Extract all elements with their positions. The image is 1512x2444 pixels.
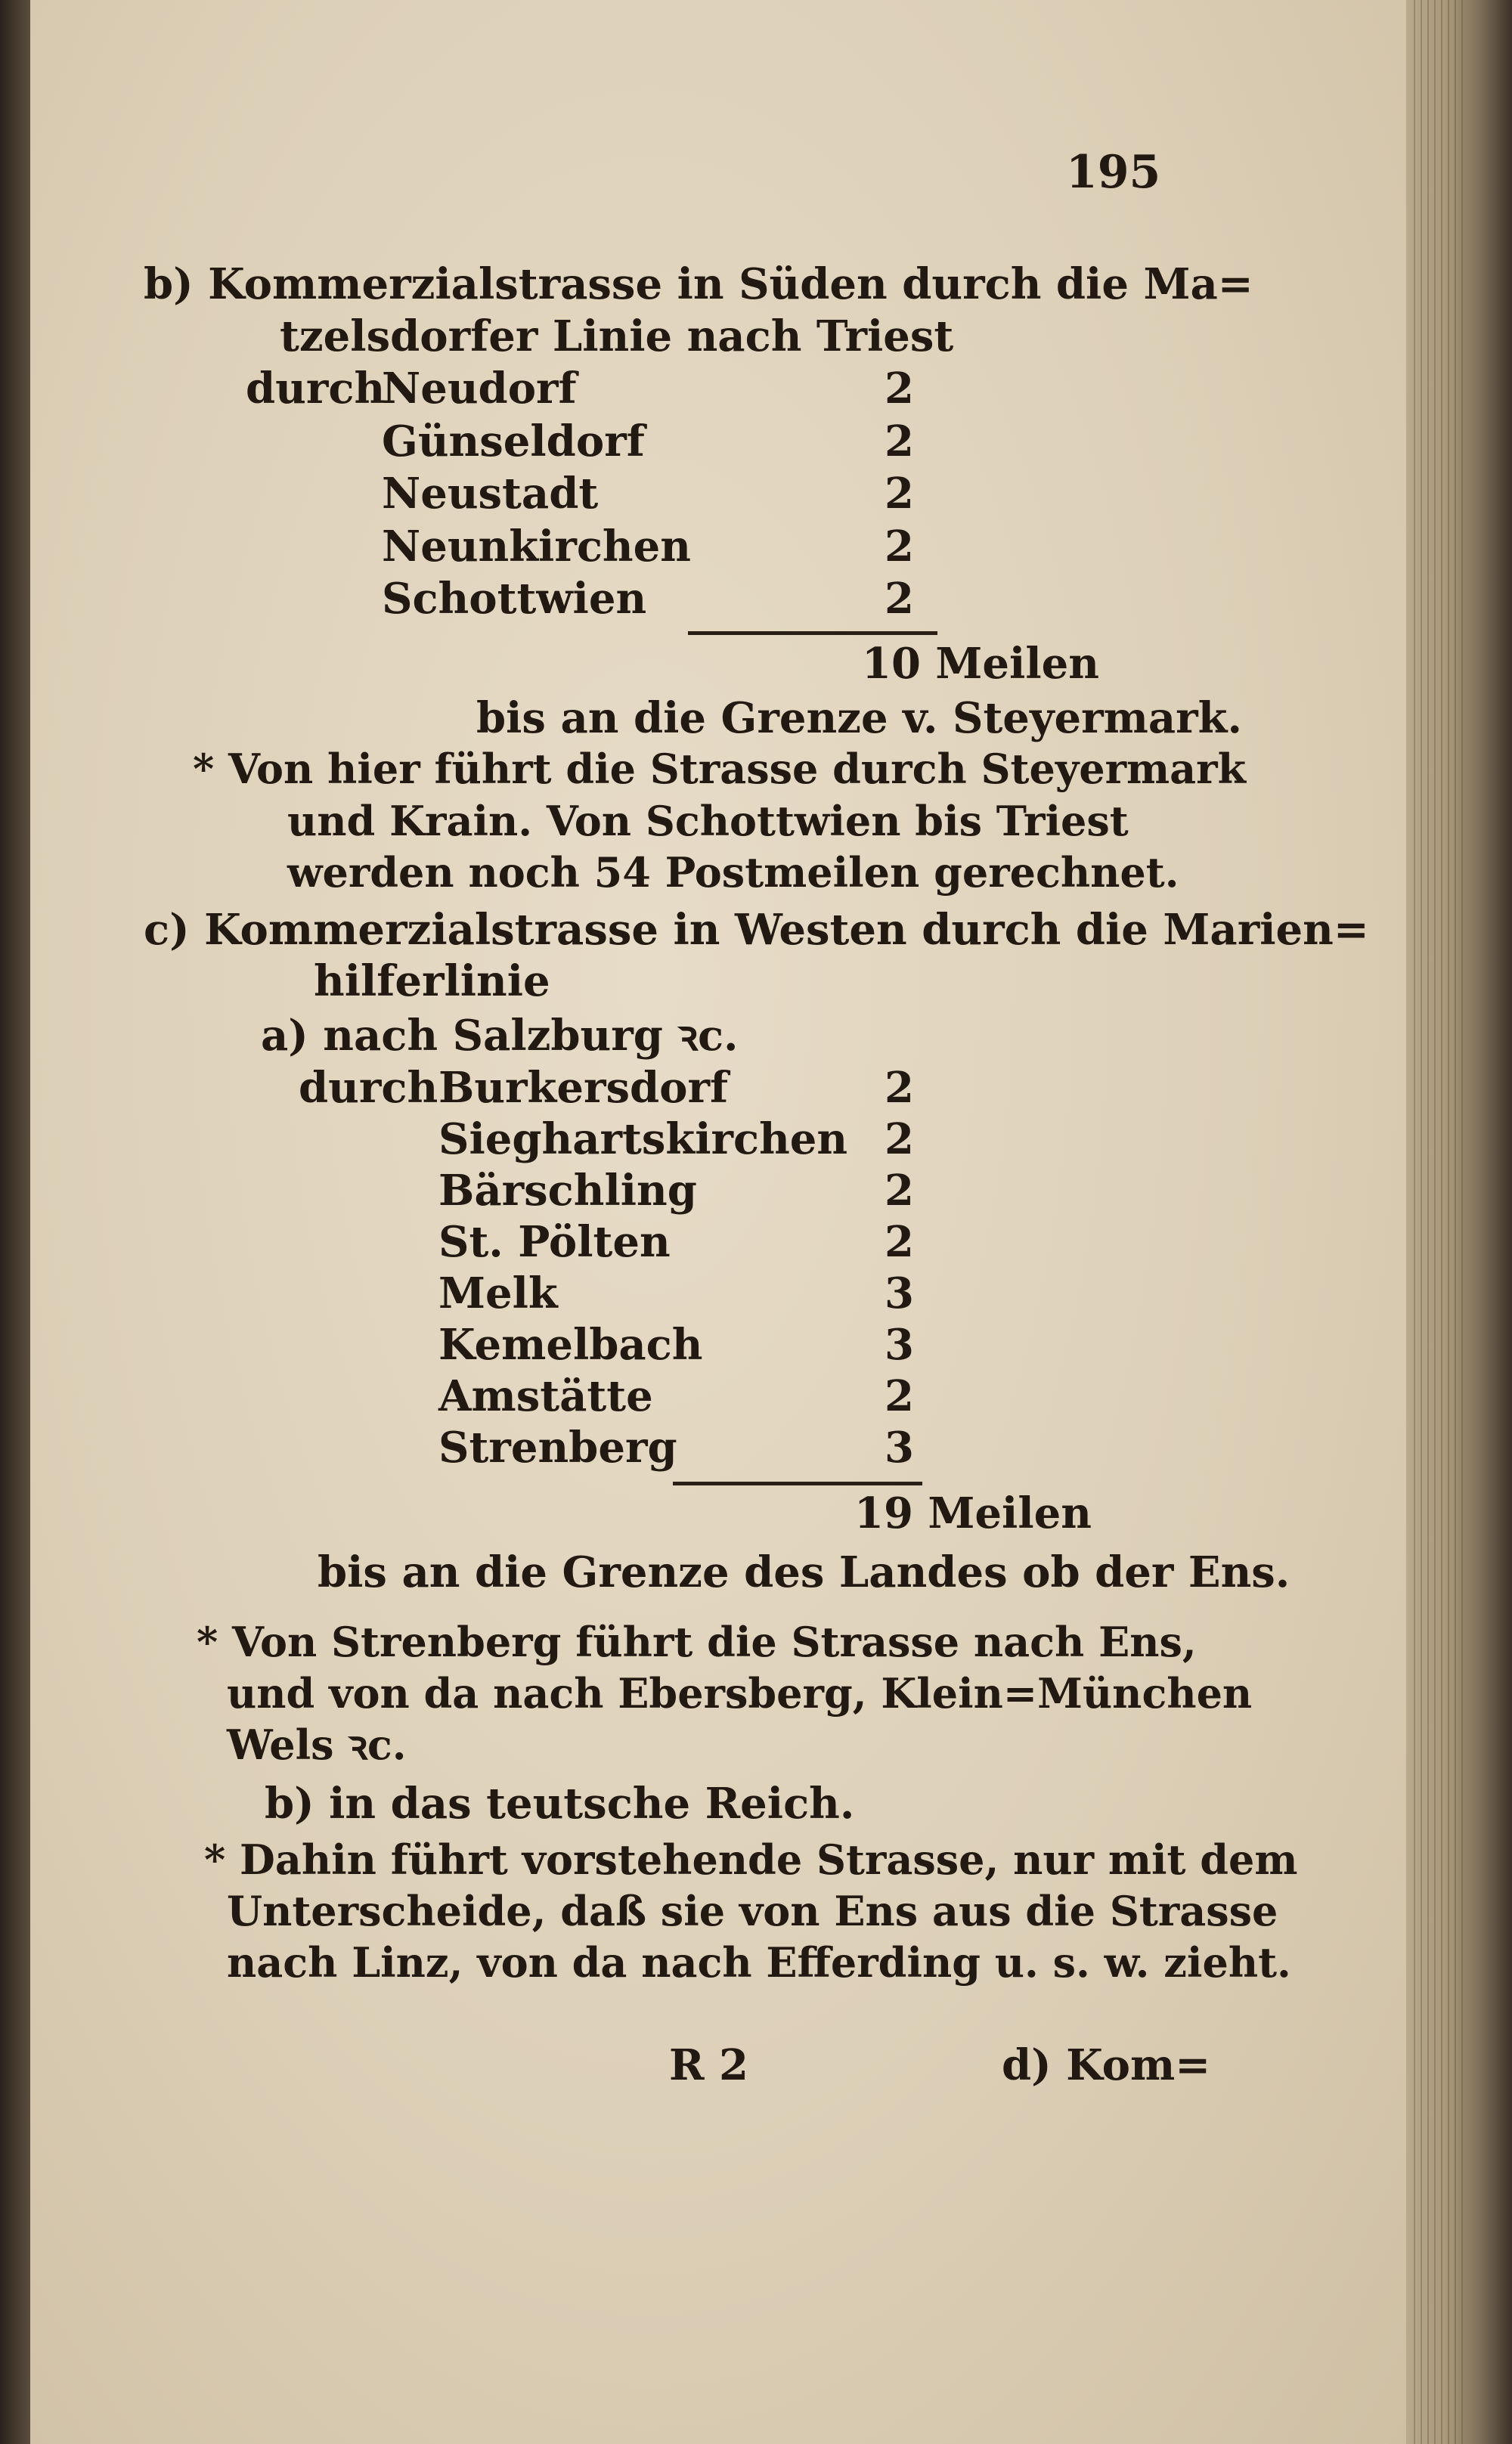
station-name: Neunkirchen — [382, 522, 691, 572]
section-b-durch: durch — [246, 364, 386, 414]
section-b-heading-line-2: tzelsdorfer Linie nach Triest — [280, 311, 954, 361]
section-c-total: 19 Meilen — [854, 1488, 1092, 1538]
station-name: Burkersdorf — [438, 1063, 729, 1113]
section-b-note-line: werden noch 54 Postmeilen gerechnet. — [287, 848, 1179, 897]
station-name: Amstätte — [438, 1371, 653, 1421]
signature-mark: R 2 — [669, 2040, 748, 2090]
station-miles: 2 — [885, 364, 914, 414]
section-c-note-line: nach Linz, von da nach Efferding u. s. w. zieht. — [227, 1938, 1291, 1987]
station-name: Neustadt — [382, 469, 599, 519]
station-miles: 2 — [885, 1063, 914, 1113]
section-c-note-line: Unterscheide, daß sie von Ens aus die Strasse — [227, 1887, 1278, 1935]
section-c-total-note: bis an die Grenze des Landes ob der Ens. — [318, 1547, 1290, 1597]
section-c-note-line: und von da nach Ebersberg, Klein=München — [227, 1669, 1253, 1718]
station-miles: 3 — [885, 1320, 914, 1370]
page-number: 195 — [1066, 146, 1161, 199]
station-miles: 3 — [885, 1423, 914, 1473]
station-miles: 2 — [885, 522, 914, 572]
section-c-note-line: * Dahin führt vorstehende Strasse, nur mit dem — [204, 1835, 1298, 1884]
section-c-sub-b: b) in das teutsche Reich. — [265, 1779, 855, 1829]
station-miles: 2 — [885, 469, 914, 519]
station-miles: 2 — [885, 1166, 914, 1216]
section-c-durch: durch — [299, 1063, 438, 1113]
sum-rule — [688, 631, 937, 635]
sum-rule — [673, 1482, 922, 1485]
section-b-total-note: bis an die Grenze v. Steyermark. — [476, 693, 1242, 743]
catchword: d) Kom= — [1002, 2040, 1211, 2090]
section-c-note-line: Wels ꝛc. — [227, 1721, 407, 1769]
station-name: Günseldorf — [382, 417, 645, 466]
section-c-heading-line-1: c) Kommerzialstrasse in Westen durch die Marien= — [144, 905, 1369, 955]
station-name: Melk — [438, 1268, 558, 1318]
station-miles: 2 — [885, 574, 914, 624]
station-name: Kemelbach — [438, 1320, 703, 1370]
page-edge-lines — [1414, 0, 1467, 2444]
section-c-sub-a: a) nach Salzburg ꝛc. — [261, 1011, 739, 1061]
station-miles: 2 — [885, 1114, 914, 1164]
section-b-note-line: und Krain. Von Schottwien bis Triest — [287, 797, 1129, 845]
station-miles: 3 — [885, 1268, 914, 1318]
section-c-heading-line-2: hilferlinie — [314, 956, 550, 1006]
station-miles: 2 — [885, 1371, 914, 1421]
section-b-heading-line-1: b) Kommerzialstrasse in Süden durch die Ma= — [144, 259, 1253, 309]
section-b-note-line: * Von hier führt die Strasse durch Steyermark — [193, 745, 1247, 793]
station-name: St. Pölten — [438, 1217, 671, 1267]
station-name: Strenberg — [438, 1423, 677, 1473]
station-name: Schottwien — [382, 574, 647, 624]
station-miles: 2 — [885, 1217, 914, 1267]
station-name: Sieghartskirchen — [438, 1114, 848, 1164]
station-name: Bärschling — [438, 1166, 697, 1216]
section-b-total: 10 Meilen — [862, 639, 1099, 689]
section-c-note-line: * Von Strenberg führt die Strasse nach Ens, — [197, 1618, 1197, 1666]
station-name: Neudorf — [382, 364, 577, 414]
station-miles: 2 — [885, 417, 914, 466]
book-spine-shadow — [0, 0, 30, 2444]
